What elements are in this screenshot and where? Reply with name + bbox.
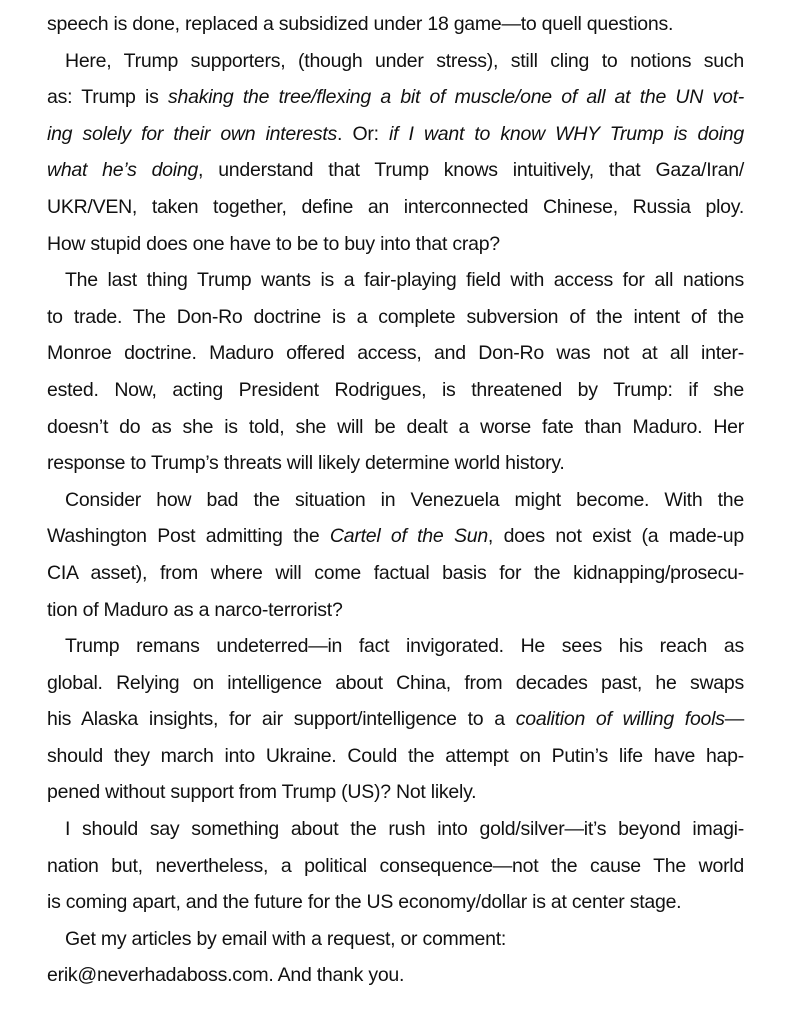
- text-line: [47, 372, 744, 409]
- text-segment: response to Trump’s threats will likely determine world history.: [47, 452, 565, 475]
- text-segment: Consider how bad the situation in Venezuela might become. With the: [65, 488, 744, 511]
- text-segment: . And thank you.: [268, 964, 405, 987]
- text-line: [47, 79, 744, 116]
- text-segment: . Or:: [337, 122, 390, 145]
- text-line: [47, 592, 744, 629]
- email-link[interactable]: erik@neverhadaboss.com: [47, 964, 269, 987]
- text-line: [47, 665, 744, 702]
- text-segment: to trade. The Don-Ro doctrine is a complete subversion of the intent of the: [47, 305, 744, 328]
- text-segment: speech is done, replaced a subsidized under 18 game—to quell questions.: [47, 13, 674, 35]
- paragraph: [47, 43, 744, 263]
- italic-text: shaking the tree/flexing a bit of muscle/one of all at the UN vot-: [168, 86, 744, 109]
- text-line: [47, 482, 744, 519]
- text-line: [47, 738, 744, 775]
- text-segment: I should say something about the rush into gold/silver—it’s beyond imagi-: [65, 818, 744, 841]
- text-line: [47, 445, 744, 482]
- text-segment: Monroe doctrine. Maduro offered access, and Don-Ro was not at all inter-: [47, 342, 744, 365]
- text-segment: Get my articles by email with a request, or comment:: [65, 927, 507, 950]
- text-line: [47, 811, 744, 848]
- text-line: [47, 189, 744, 226]
- italic-text: ing solely for their own interests: [47, 122, 338, 145]
- text-segment: CIA asset), from where will come factual basis for the kidnapping/prosecu-: [47, 561, 744, 584]
- paragraph: [47, 957, 744, 994]
- paragraph: [47, 811, 744, 921]
- text-segment: , understand that Trump knows intuitively, that Gaza/Iran/: [198, 159, 744, 182]
- text-line: [47, 116, 744, 153]
- text-segment: his Alaska insights, for air support/intelligence to a: [47, 708, 516, 731]
- text-segment: nation but, nevertheless, a political consequence—not the cause The world: [47, 854, 744, 877]
- italic-text: what he’s doing: [47, 159, 199, 182]
- text-segment: —: [724, 708, 744, 731]
- text-segment: doesn’t do as she is told, she will be dealt a worse fate than Maduro. Her: [47, 415, 744, 438]
- text-line: [47, 43, 744, 80]
- paragraph: [47, 628, 744, 811]
- text-segment: Washington Post admitting the: [47, 525, 330, 548]
- text-line: [47, 518, 744, 555]
- text-segment: global. Relying on intelligence about China, from decades past, he swaps: [47, 671, 744, 694]
- text-line: [47, 774, 744, 811]
- text-line: [47, 335, 744, 372]
- text-line: [47, 299, 744, 336]
- text-line: [47, 152, 744, 189]
- text-segment: How stupid does one have to be to buy into that crap?: [47, 232, 500, 255]
- italic-text: coalition of willing fools: [515, 708, 725, 731]
- text-segment: , does not exist (a made-up: [487, 525, 744, 548]
- text-segment: UKR/VEN, taken together, define an interconnected Chinese, Russia ploy.: [47, 195, 744, 218]
- text-segment: tion of Maduro as a narco-terrorist?: [47, 598, 343, 621]
- text-segment: Here, Trump supporters, (though under stress), still cling to notions such: [65, 49, 744, 72]
- text-segment: Trump remans undeterred—in fact invigorated. He sees his reach as: [65, 635, 744, 658]
- italic-text: Cartel of the Sun: [329, 525, 488, 548]
- text-segment: as: Trump is: [47, 86, 168, 109]
- text-line: [47, 6, 744, 43]
- text-segment: should they march into Ukraine. Could the attempt on Putin’s life have hap-: [47, 744, 744, 767]
- text-line: [47, 555, 744, 592]
- paragraph: [47, 921, 744, 958]
- text-segment: ested. Now, acting President Rodrigues, is threatened by Trump: if she: [47, 378, 744, 401]
- text-segment: pened without support from Trump (US)? Not likely.: [47, 781, 477, 804]
- text-segment: The last thing Trump wants is a fair-playing field with access for all nations: [65, 269, 744, 292]
- text-line: [47, 226, 744, 263]
- text-segment: is coming apart, and the future for the US economy/dollar is at center stage.: [47, 891, 682, 914]
- text-line: [47, 884, 744, 921]
- article-body: [47, 6, 744, 994]
- text-line: [47, 628, 744, 665]
- paragraph: [47, 262, 744, 482]
- paragraph: [47, 482, 744, 628]
- text-line: [47, 409, 744, 446]
- text-line: [47, 957, 744, 994]
- text-line: [47, 262, 744, 299]
- text-line: [47, 921, 744, 958]
- paragraph: [47, 6, 744, 43]
- italic-text: if I want to know WHY Trump is doing: [389, 122, 744, 145]
- text-line: [47, 848, 744, 885]
- text-line: [47, 701, 744, 738]
